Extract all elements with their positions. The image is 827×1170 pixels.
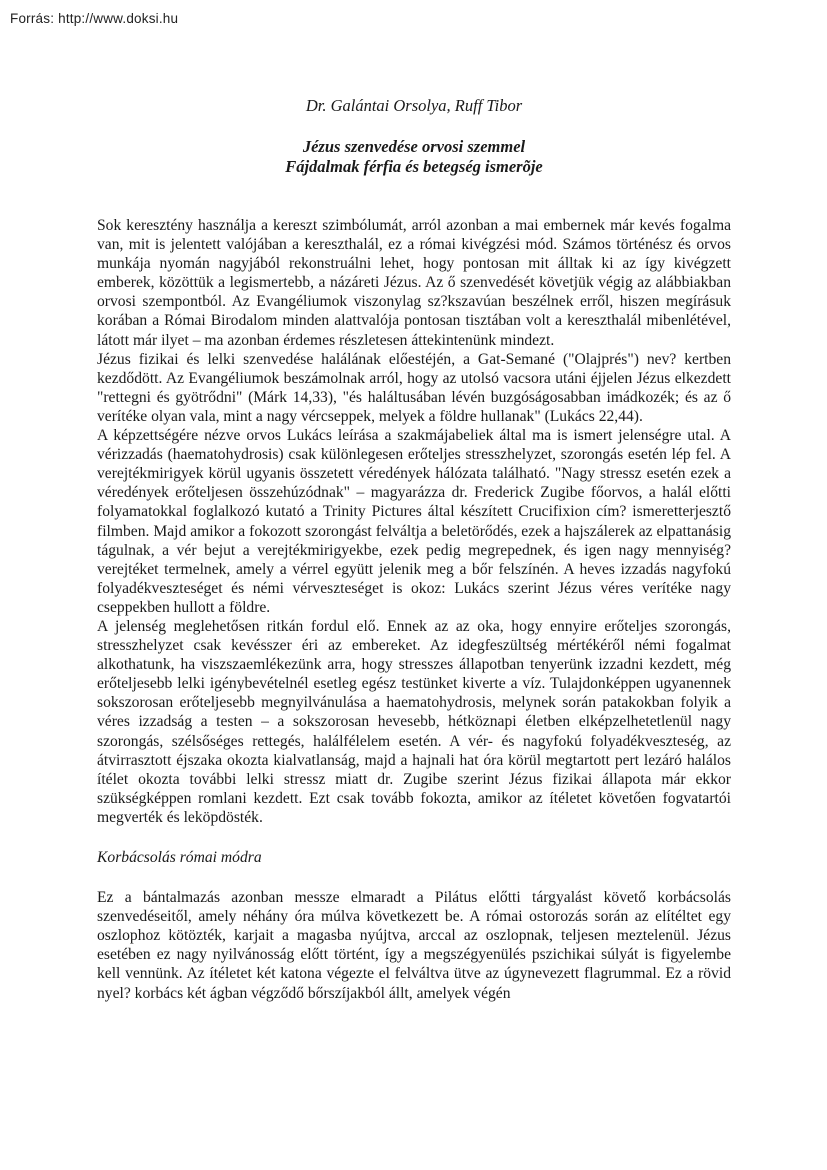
document-title [97, 137, 731, 177]
title-line-1: Jézus szenvedése orvosi szemmel [302, 137, 526, 156]
source-url-label: Forrás: http://www.doksi.hu [10, 11, 179, 26]
paragraph-intro: Sok keresztény használja a kereszt szimbólumát, arról azonban a mai embernek már kevés fogalma van, mit is jelentett valójában a kereszthalál, ez a római kivégzési mód. Számos történész és orvos munkája nyomán nagyjából rekonstruálni lehet, hogy pontosan mit álltak ki az így kivégzett emberek, közöttük a legismertebb, a názáreti Jézus. Az ő szenvedését követjük végig az alábbiakban orvosi szempontból. Az Evangéliumok viszonylag sz?kszavúan beszélnek erről, hiszen megírásuk korában a Római Birodalom minden alattvalója pontosan tisztában volt a kereszthalál mibenlétével, látott már ilyet – ma azonban érdemes részletesen áttekintenünk mindezt. [97, 217, 731, 349]
paragraph-stress: A jelenség meglehetősen ritkán fordul elő. Ennek az az oka, hogy ennyire erőteljes szorongás, stresszhelyzet csak kevésszer éri az embereket. Az idegfeszültség mértékéről némi fogalmat alkothatunk, ha viszszaemlékezünk arra, hogy stresszes állapotban tenyerünk izzadni kezdett, még erőteljesebb lelki igénybevételnél esetleg egész testünket kiverte a víz. Tulajdonképpen ugyanennek sokszorosan erőteljesebb megnyilvánulása a haematohydrosis, melynek során patakokban folyik a véres izzadság a testen – a sokszorosan hevesebb, hétköznapi életben elképzelhetetlenül nagy szorongás, szélsőséges rettegés, halálfélelem esetén. A vér- és nagyfokú folyadékveszteség, az átvirrasztott éjszaka okozta kialvatlanság, majd a hajnali hat óra körül megtartott pert lezáró halálos ítélet okozta további lelki stressz miatt dr. Zugibe szerint Jézus fizikai állapota már ekkor szükségképpen romlani kezdett. Ezt csak tovább fokozta, amikor az ítéletet követően fogvatartói megverték és leköpdösték. [97, 617, 731, 826]
title-line-2: Fájdalmak férfia és betegség ismerõje [285, 157, 543, 176]
paragraph-gethsemane: Jézus fizikai és lelki szenvedése halálának előestéjén, a Gat-Semané ("Olajprés") nev? kertben kezdődött. Az Evangéliumok beszámolnak arról, hogy az utolsó vacsora utáni éjjelen Jézus elkezdett "rettegni és gyötrődni" (Márk 14,33), "és haláltusában lévén buzgóságosabban imádkozék; és az ő verítéke olyan vala, mint a nagy vércseppek, melyek a földre hullanak" (Lukács 22,44). [97, 350, 731, 425]
document-body [97, 216, 731, 1003]
paragraph-flogging: Ez a bántalmazás azonban messze elmaradt a Pilátus előtti tárgyalást követő korbácsolás szenvedéseitől, amely néhány óra múlva következett be. A római ostorozás során az elítéltet egy oszlophoz kötözték, karjait a magasba nyújtva, arccal az oszlopnak, teljesen meztelenül. Jézus esetében ez nagy nyilvánosság előtt történt, így a megszégyenülés pszichikai súlyát is figyelembe kell vennünk. Az ítéletet két katona végezte el felváltva ütve az úgynevezett flagrummal. Ez a rövid nyel? korbács két ágban végződő bőrszíjakból állt, amelyek végén [97, 889, 731, 1002]
paragraph-haematohydrosis: A képzettségére nézve orvos Lukács leírása a szakmájabeliek által ma is ismert jelenségre utal. A vérizzadás (haematohydrosis) csak különlegesen erőteljes stresszhelyzet, szorongás esetén lép fel. A verejtékmirigyek körül ugyanis összetett véredények hálózata található. "Nagy stressz esetén ezek a véredények erőteljesen összehúzódnak" – magyarázza dr. Frederick Zugibe főorvos, a halál előtti folyamatokkal foglalkozó kutató a Trinity Pictures által készített Crucifixion cím? ismeretterjesztő filmben. Majd amikor a fokozott szorongást felváltja a beletörődés, ezek a hajszálerek az elpattanásig tágulnak, a vér bejut a verejtékmirigyekbe, ezek pedig megrepednek, és igen nagy mennyiség? verejtéket termelnek, amely a vérrel együtt jelenik meg a bőr felszínén. A heves izzadás nagyfokú folyadékveszteséget és némi vérveszteséget is okoz: Lukács szerint Jézus véres verítéke nagy cseppekben hullott a földre. [97, 427, 731, 616]
section-heading: Korbácsolás római módra [97, 849, 262, 866]
document-header [97, 96, 731, 177]
author-line: Dr. Galántai Orsolya, Ruff Tibor [305, 96, 523, 115]
